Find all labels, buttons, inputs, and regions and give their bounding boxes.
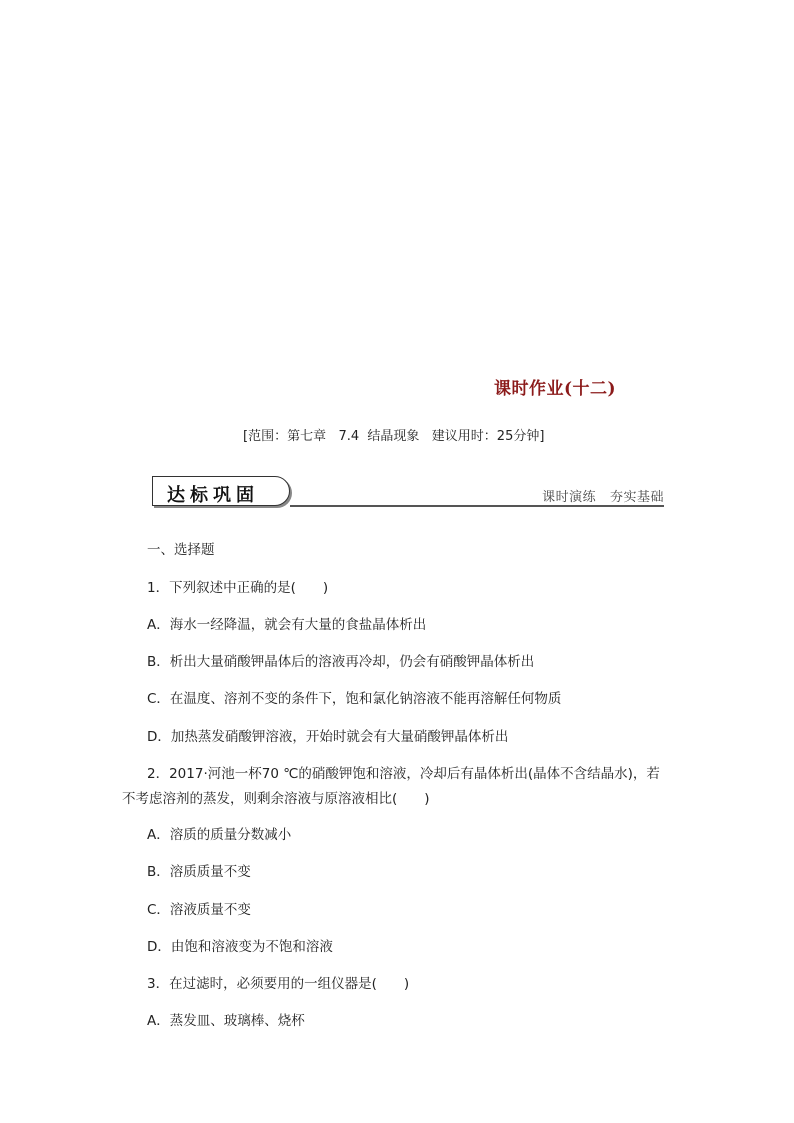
section-heading: 一、选择题 — [147, 542, 215, 558]
question-3-stem: 3．在过滤时，必须要用的一组仪器是( ) — [147, 976, 410, 992]
banner-subtitle: 课时演练 夯实基础 — [542, 490, 664, 505]
question-2-option-a: A．溶质的质量分数减小 — [147, 827, 292, 843]
question-1-option-b: B．析出大量硝酸钾晶体后的溶液再冷却，仍会有硝酸钾晶体析出 — [147, 654, 535, 670]
question-1-stem: 1．下列叙述中正确的是( ) — [147, 580, 329, 596]
question-1-option-a: A．海水一经降温，就会有大量的食盐晶体析出 — [147, 617, 427, 633]
banner-divider — [290, 505, 664, 507]
question-2-option-d: D．由饱和溶液变为不饱和溶液 — [147, 939, 333, 955]
question-2-stem-line1: 2．2017·河池一杯70 ℃的硝酸钾饱和溶液，冷却后有晶体析出(晶体不含结晶水)，若 — [147, 766, 660, 782]
question-2-option-b: B．溶质质量不变 — [147, 864, 251, 880]
question-1-option-c: C．在温度、溶剂不变的条件下，饱和氯化钠溶液不能再溶解任何物质 — [147, 691, 562, 707]
scope-note: [范围：第七章 7.4 结晶现象 建议用时：25分钟] — [243, 429, 545, 444]
question-2-option-c: C．溶液质量不变 — [147, 902, 251, 918]
question-3-option-a: A．蒸发皿、玻璃棒、烧杯 — [147, 1013, 305, 1029]
question-1-option-d: D．加热蒸发硝酸钾溶液，开始时就会有大量硝酸钾晶体析出 — [147, 729, 509, 745]
banner-label-box — [152, 476, 290, 506]
question-2-stem-line2: 不考虑溶剂的蒸发，则剩余溶液与原溶液相比( ) — [122, 791, 430, 807]
page-title: 课时作业(十二) — [494, 379, 617, 399]
section-banner — [150, 474, 664, 510]
banner-label: 达标巩固 — [167, 485, 259, 506]
